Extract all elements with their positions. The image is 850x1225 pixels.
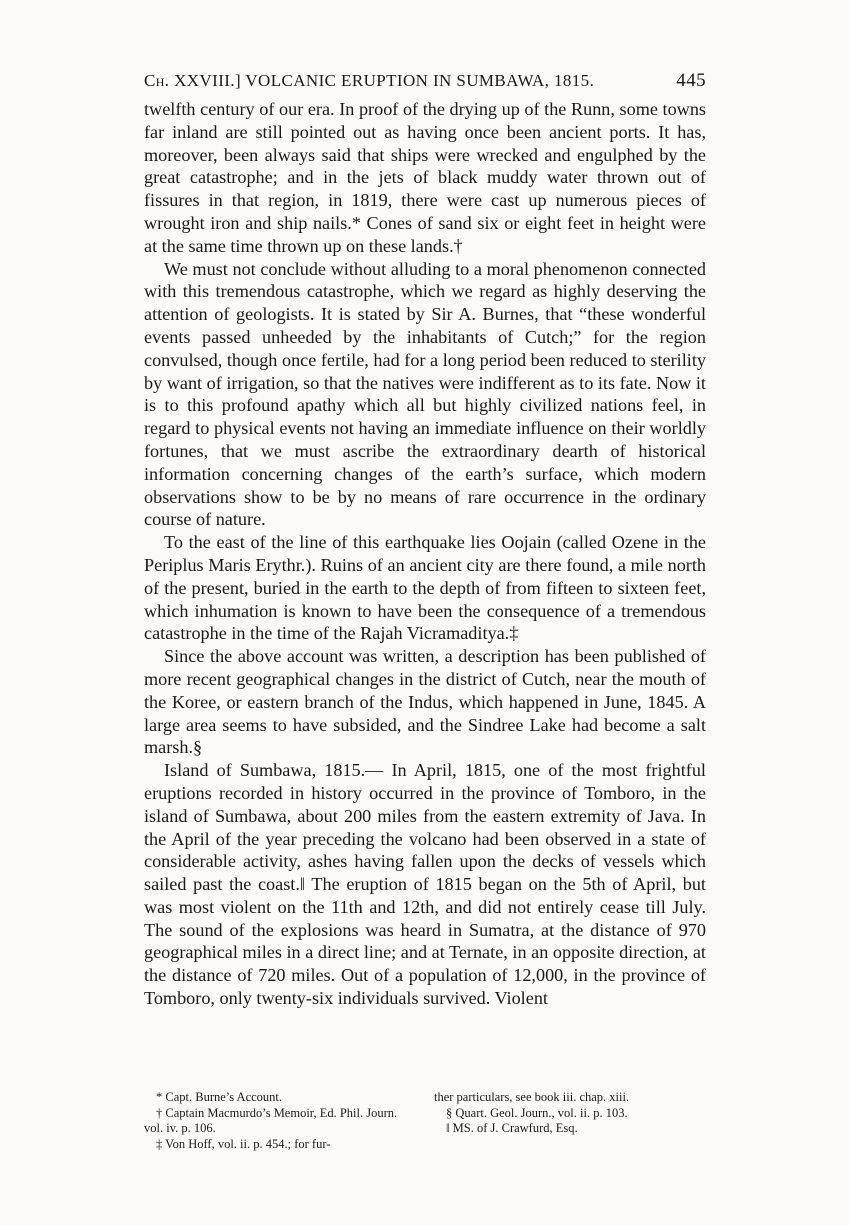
chapter-title: VOLCANIC ERUPTION IN SUMBAWA, 1815. <box>245 71 595 90</box>
footnote-2: † Captain Macmurdo’s Memoir, Ed. Phil. Journ. vol. iv. p. 106. <box>144 1105 398 1135</box>
footnotes-right-column <box>434 1090 706 1152</box>
paragraph-4: Since the above account was written, a description has been published of more recent geographical changes in the district of Cutch, near the mouth of the Koree, or eastern branch of the Indus, which happened in June, 1845. A large area seems to have subsided, and the Sindree Lake had become a salt marsh.§ <box>144 646 706 758</box>
footnote-3-continued: ther particulars, see book iii. chap. xiii. <box>434 1090 630 1104</box>
page-number: 445 <box>676 70 706 91</box>
footnotes-left-column <box>144 1090 416 1152</box>
running-title <box>144 71 594 91</box>
footnote-1: * Capt. Burne’s Account. <box>156 1090 283 1104</box>
paragraph-1: twelfth century of our era. In proof of the drying up of the Runn, some towns far inland are still pointed out as having once been ancient ports. It has, moreover, been always said that ships were wrecked and engulphed by the great catastrophe; and in the jets of black muddy water thrown out of fissures in that region, in 1819, there were cast up numerous pieces of wrought iron and ship nails.* Cones of sand six or eight feet in height were at the same time thrown up on these lands.† <box>144 99 706 256</box>
footnote-5: ‖ MS. of J. Crawfurd, Esq. <box>446 1121 578 1135</box>
footnotes <box>144 1090 706 1152</box>
body-text <box>144 98 706 1010</box>
paragraph-3: To the east of the line of this earthquake lies Oojain (called Ozene in the Periplus Maris Erythr.). Ruins of an ancient city are there found, a mile north of the present, buried in the earth to the depth of from fifteen to sixteen feet, which inhumation is known to have been the consequence of a tremendous catastrophe in the time of the Rajah Vicramaditya.‡ <box>144 532 706 644</box>
chapter-number: Ch. XXVIII.] <box>144 71 242 90</box>
footnote-4: § Quart. Geol. Journ., vol. ii. p. 103. <box>446 1105 628 1120</box>
footnote-3: ‡ Von Hoff, vol. ii. p. 454.; for fur- <box>156 1136 331 1151</box>
paragraph-2: We must not conclude without alluding to a moral phenomenon connected with this tremendous catastrophe, which we regard as highly deserving the attention of geologists. It is stated by Sir A. Burnes, that “these wonderful events passed unheeded by the inhabitants of Cutch;” for the region convulsed, though once fertile, had for a long period been reduced to sterility by want of irrigation, so that the natives were indifferent as to its fate. Now it is to this profound apathy which all but highly civilized nations feel, in regard to physical events not having an immediate influence on their worldly fortunes, that we must ascribe the extraordinary dearth of historical information concerning changes of the earth’s surface, which modern observations show to be by no means of rare occurrence in the ordinary course of nature. <box>144 258 706 530</box>
paragraph-5: Island of Sumbawa, 1815.— In April, 1815, one of the most frightful eruptions recorded in history occurred in the province of Tomboro, in the island of Sumbawa, about 200 miles from the eastern extremity of Java. In the April of the year preceding the volcano had been observed in a state of considerable activity, ashes having fallen upon the decks of vessels which sailed past the coast.‖ The eruption of 1815 began on the 5th of April, but was most violent on the 11th and 12th, and did not entirely cease till July. The sound of the explosions was heard in Sumatra, at the distance of 970 geographical miles in a direct line; and at Ternate, in an opposite direction, at the distance of 720 miles. Out of a population of 12,000, in the province of Tomboro, only twenty-six individuals survived. Violent <box>144 760 706 1009</box>
running-header <box>144 70 706 92</box>
page <box>144 70 706 1010</box>
